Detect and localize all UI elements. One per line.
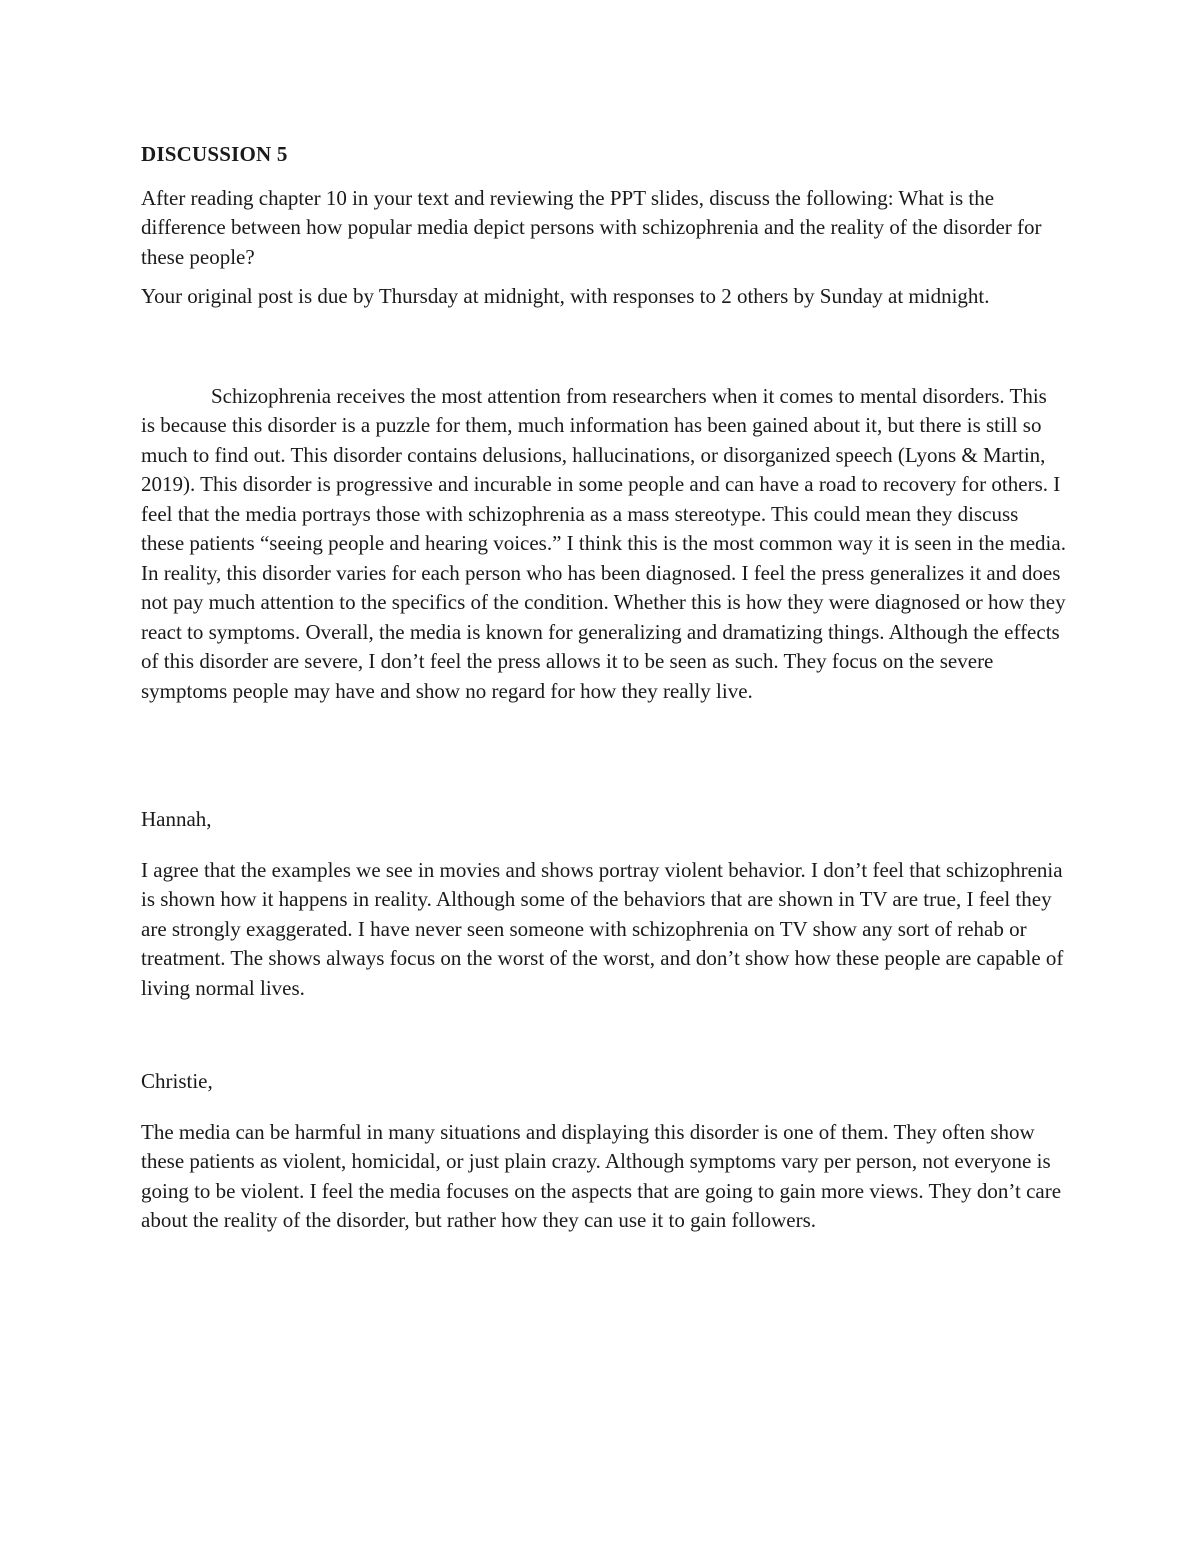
response-salutation-hannah: Hannah, <box>141 807 212 831</box>
response-text-christie: The media can be harmful in many situations and displaying this disorder is one of them. They often show these patients as violent, homicidal, or just plain crazy. Although symptoms vary per person, not everyone is going to be violent. I feel the media focuses on the aspects that are going to gain more views. They don’t care about the reality of the disorder, but rather how they can use it to gain followers. <box>141 1119 1062 1232</box>
document-page <box>141 140 1066 1236</box>
original-post: Schizophrenia receives the most attention from researchers when it comes to mental disorders. This is because this disorder is a puzzle for them, much information has been gained about it, but there is still so much to find out. This disorder contains delusions, hallucinations, or disorganized speech (Lyons & Martin, 2019). This disorder is progressive and incurable in some people and can have a road to recovery for others. I feel that the media portrays those with schizophrenia as a mass stereotype. This could mean they discuss these patients “seeing people and hearing voices.” I think this is the most common way it is seen in the media. In reality, this disorder varies for each person who has been diagnosed. I feel the press generalizes it and does not pay much attention to the specifics of the condition. Whether this is how they were diagnosed or how they react to symptoms. Overall, the media is known for generalizing and dramatizing things. Although the effects of this disorder are severe, I don’t feel the press allows it to be seen as such. They focus on the severe symptoms people may have and show no regard for how they really live. <box>141 383 1066 703</box>
document-title: DISCUSSION 5 <box>141 142 288 166</box>
response-text-hannah: I agree that the examples we see in movies and shows portray violent behavior. I don’t feel that schizophrenia is shown how it happens in reality. Although some of the behaviors that are shown in TV are true, I feel they are strongly exaggerated. I have never seen someone with schizophrenia on TV show any sort of rehab or treatment. The shows always focus on the worst of the worst, and don’t show how these people are capable of living normal lives. <box>141 857 1064 1000</box>
due-note: Your original post is due by Thursday at midnight, with responses to 2 others by Sunday at midnight. <box>141 284 990 308</box>
response-salutation-christie: Christie, <box>141 1069 213 1093</box>
discussion-prompt: After reading chapter 10 in your text and reviewing the PPT slides, discuss the following: What is the difference between how popular media depict persons with schizophrenia and the reality of the disorder for these people? <box>141 185 1042 269</box>
